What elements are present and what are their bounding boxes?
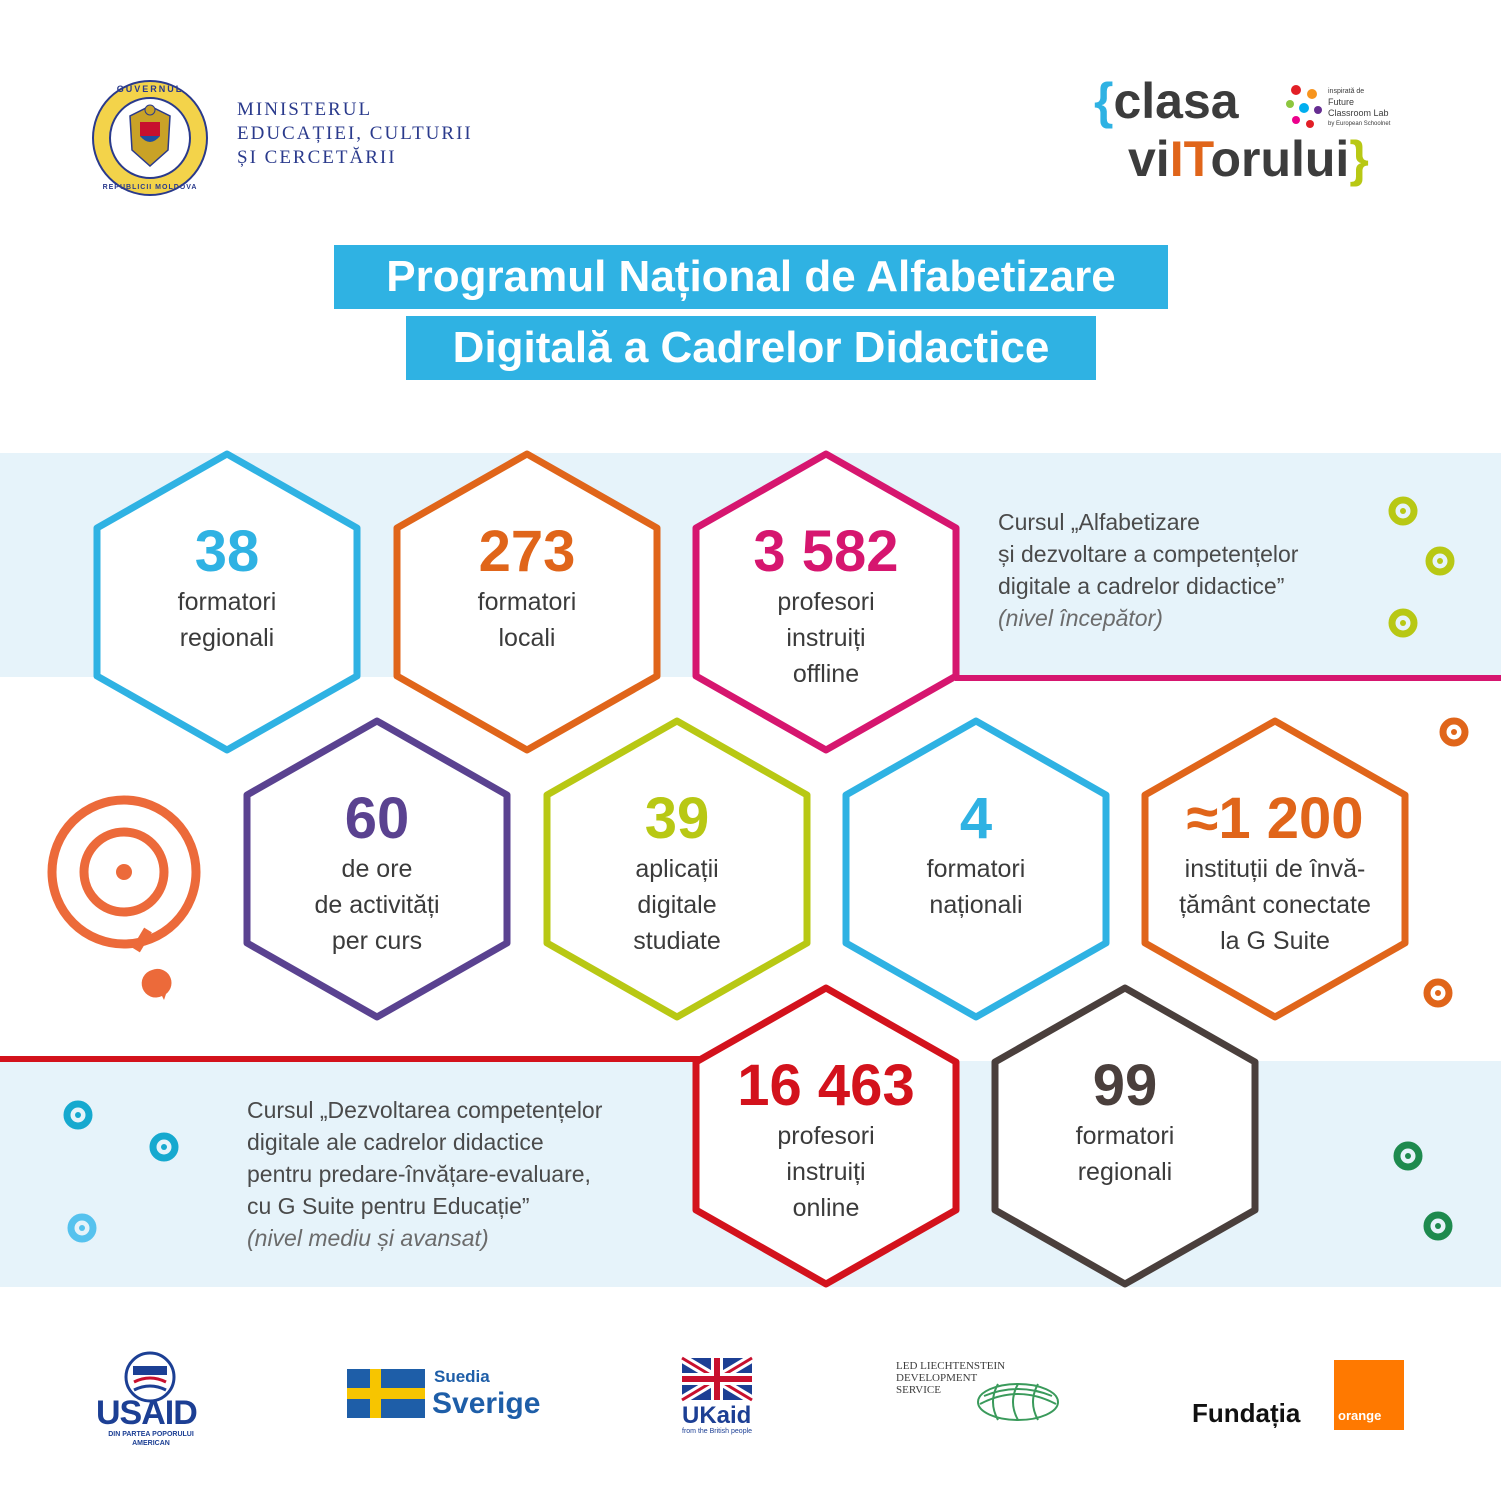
ministry-line-2: EDUCAȚIEI, CULTURII bbox=[237, 123, 473, 144]
usaid-logo: USAID bbox=[96, 1394, 197, 1432]
sweden-label-sv: Sverige bbox=[432, 1387, 541, 1420]
stat-description: de ore de activități per curs bbox=[314, 855, 440, 955]
page-title-line-2: Digitală a Cadrelor Didactice bbox=[406, 316, 1096, 380]
stat-card-1 bbox=[107, 520, 347, 656]
stat-description: formatori locali bbox=[477, 588, 577, 652]
stat-description: aplicații digitale studiate bbox=[633, 855, 721, 955]
stat-value: 39 bbox=[644, 786, 710, 851]
stat-description: formatori naționali bbox=[926, 855, 1026, 919]
orange-logo-text: orange bbox=[1338, 1408, 1382, 1423]
course-1-level: (nivel începător) bbox=[998, 605, 1163, 631]
stat-value: 273 bbox=[478, 519, 576, 584]
stat-card-9 bbox=[1005, 1054, 1245, 1190]
seal-top-text: GUVERNUL bbox=[116, 84, 184, 94]
fundatia-logo: Fundația bbox=[1192, 1398, 1301, 1428]
ukaid-logo: UKaid bbox=[682, 1402, 752, 1429]
brand-line-2: viITorului} bbox=[1128, 131, 1369, 187]
stat-value: 38 bbox=[194, 519, 260, 584]
course-2-description bbox=[247, 1094, 697, 1254]
dot-orange-1 bbox=[1443, 721, 1465, 743]
stat-description: formatori regionali bbox=[1075, 1122, 1175, 1186]
course-1-title: Cursul „Alfabetizare și dezvoltare a competențelor digitale a cadrelor didactice” bbox=[998, 509, 1299, 599]
stat-value: 3 582 bbox=[753, 519, 899, 584]
ministry-line-3: ȘI CERCETĂRII bbox=[237, 147, 397, 168]
stat-description: formatori regionali bbox=[177, 588, 277, 652]
page-title-line-1: Programul Național de Alfabetizare bbox=[334, 245, 1168, 309]
dot-cyan-3 bbox=[71, 1217, 93, 1239]
stat-value: 16 463 bbox=[737, 1053, 915, 1118]
stat-card-8 bbox=[706, 1054, 946, 1226]
dot-orange-2 bbox=[1427, 982, 1449, 1004]
stat-card-5 bbox=[557, 787, 797, 959]
course-2-level: (nivel mediu și avansat) bbox=[247, 1225, 489, 1251]
ukaid-subtitle: from the British people bbox=[682, 1428, 753, 1435]
stat-card-4 bbox=[257, 787, 497, 959]
future-classroom-lab-text: inspirată de Future Classroom Lab by European Schoolnet bbox=[1328, 88, 1391, 127]
ministry-name bbox=[237, 98, 473, 170]
sweden-label-ro: Suedia bbox=[434, 1367, 490, 1386]
dot-green-2 bbox=[1427, 1215, 1449, 1237]
stat-value: 4 bbox=[959, 786, 993, 851]
stat-value: 60 bbox=[344, 786, 410, 851]
seal-bottom-text: REPUBLICII MOLDOVA bbox=[102, 184, 198, 191]
usaid-subtitle: DIN PARTEA POPORULUI AMERICAN bbox=[108, 1431, 194, 1447]
stat-description: instituții de învă- țământ conectate la G Suite bbox=[1179, 855, 1371, 955]
uk-flag-icon bbox=[682, 1358, 752, 1400]
ministry-line-1: MINISTERUL bbox=[237, 99, 373, 120]
stat-card-3 bbox=[706, 520, 946, 692]
stat-card-2 bbox=[407, 520, 647, 656]
stat-description: profesori instruiți offline bbox=[777, 588, 875, 688]
government-seal-icon bbox=[93, 81, 207, 195]
dot-cyan-1 bbox=[67, 1104, 89, 1126]
stat-card-7 bbox=[1155, 787, 1395, 959]
dot-lime-2 bbox=[1429, 550, 1451, 572]
led-logo-text: LED LIECHTENSTEIN DEVELOPMENT SERVICE bbox=[896, 1360, 1006, 1396]
stat-value: 99 bbox=[1092, 1053, 1158, 1118]
stat-value: ≈1 200 bbox=[1186, 786, 1364, 851]
target-pin-icon bbox=[52, 800, 196, 1000]
course-2-title: Cursul „Dezvoltarea competențelor digitale ale cadrelor didactice pentru predare-învățare-evaluare, cu G Suite pentru Educație” bbox=[247, 1097, 603, 1219]
brand-line-1: {clasa bbox=[1094, 73, 1239, 129]
stat-card-6 bbox=[856, 787, 1096, 923]
sweden-flag-icon bbox=[347, 1369, 425, 1418]
course-1-description bbox=[998, 506, 1398, 634]
dot-cyan-2 bbox=[153, 1136, 175, 1158]
dot-green-1 bbox=[1397, 1145, 1419, 1167]
stat-description: profesori instruiți online bbox=[777, 1122, 875, 1222]
